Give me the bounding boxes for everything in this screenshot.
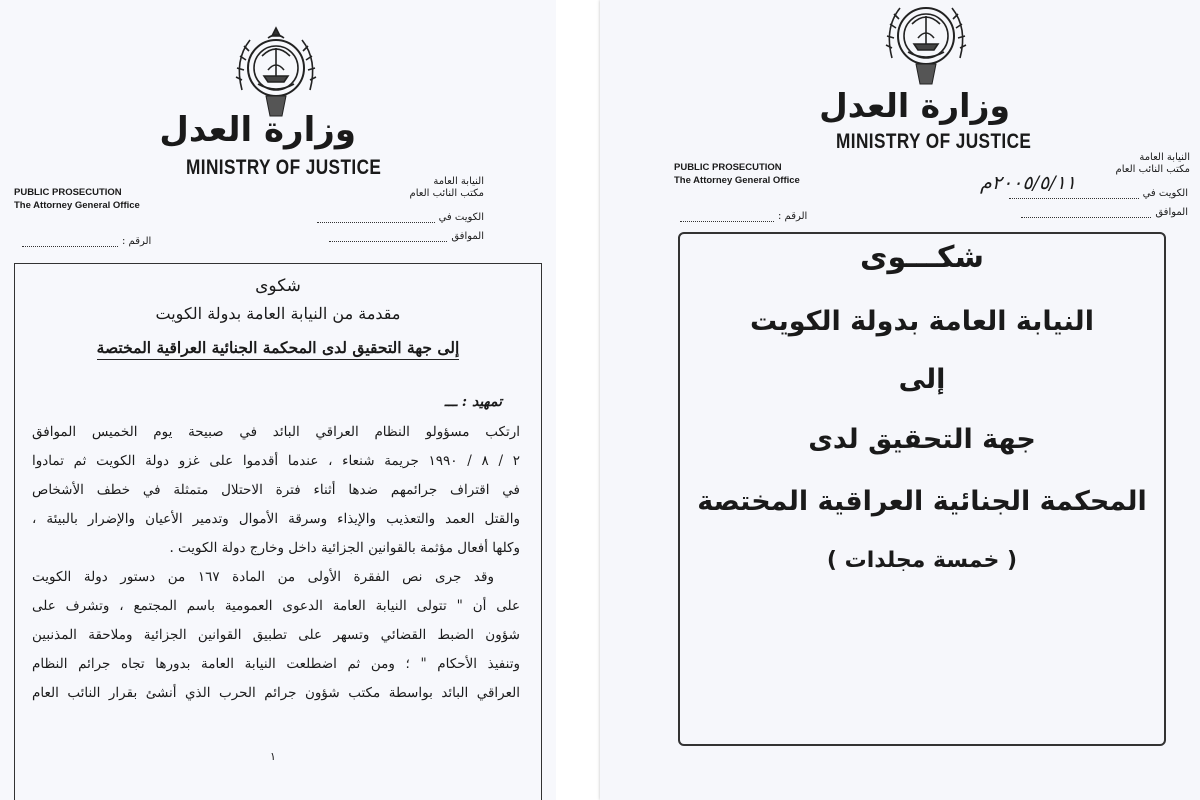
complaint-addressee <box>0 338 556 357</box>
corresponding-field-line <box>329 231 447 242</box>
paragraph-line-1: ارتكب مسؤولو النظام العراقي البائد في صبيحة يوم الخميس الموافق <box>32 424 520 440</box>
document-page-right <box>600 0 1200 800</box>
date-field <box>317 212 484 223</box>
complaint-heading: شكـــوى <box>859 240 984 275</box>
paragraph-line-3: في اقتراف جرائمهم ضدها أثناء فترة الاحتلال متمثلة في خطف الأشخاص <box>32 482 520 498</box>
paragraph-line-7: على أن " تتولى النيابة العامة الدعوى العمومية باسم المجتمع ، وتشرف على <box>32 598 520 614</box>
office-ar-line-2: مكتب النائب العام <box>409 188 484 199</box>
office-line-2: The Attorney General Office <box>14 200 140 211</box>
paragraph-line-9: وتنفيذ الأحكام " ؛ ومن ثم اضطلعت النيابة العامة بدورها تجاه جرائم النظام <box>32 656 520 672</box>
corresponding-field-label: الموافق <box>1155 207 1188 218</box>
corresponding-field <box>329 231 484 242</box>
handwritten-date: ٢٠٠٥/٥/١١م <box>980 172 1077 194</box>
ministry-name-english: MINISTRY OF JUSTICE <box>836 130 1032 153</box>
reference-field-label: الرقم : <box>122 236 152 247</box>
reference-field <box>680 211 807 222</box>
office-name-english <box>14 186 140 212</box>
paragraph-line-10: العراقي البائد بواسطة مكتب شؤون جرائم الحرب الذي أنشئ بقرار النائب العام <box>32 685 520 701</box>
paragraph-line-8: شؤون الضبط القضائي وتسهر على تطبيق القوانين الجزائية وملاحقة المذنبين <box>32 627 520 643</box>
date-field-label: الكويت في <box>438 212 484 223</box>
date-field-line <box>317 212 435 223</box>
ministry-name-arabic: وزارة العدل <box>159 110 356 150</box>
complaint-to: إلى <box>898 364 946 395</box>
corresponding-field-line <box>1021 207 1151 218</box>
document-page-left <box>0 0 556 800</box>
kuwait-emblem-icon <box>878 0 974 88</box>
office-line-2: The Attorney General Office <box>674 175 800 186</box>
complaint-subheading: النيابة العامة بدولة الكويت <box>750 306 1094 337</box>
reference-field <box>22 236 151 247</box>
office-name-arabic <box>410 176 484 200</box>
complaint-investigation: جهة التحقيق لدى <box>808 424 1036 455</box>
kuwait-emblem-icon <box>228 20 324 120</box>
complaint-volumes: ( خمسة مجلدات ) <box>826 548 1018 573</box>
paragraph-line-6: وقد جرى نص الفقرة الأولى من المادة ١٦٧ من دستور دولة الكويت <box>32 569 494 585</box>
paragraph-line-2: ٢ / ٨ / ١٩٩٠ جريمة شنعاء ، عندما أقدموا على غزو دولة الكويت ثم تمادوا <box>32 453 520 469</box>
corresponding-field-label: الموافق <box>451 231 484 242</box>
office-line-1: PUBLIC PROSECUTION <box>674 162 782 173</box>
reference-field-line <box>680 211 774 222</box>
complaint-subheading: مقدمة من النيابة العامة بدولة الكويت <box>155 304 401 323</box>
page-gap <box>556 0 600 800</box>
reference-field-label: الرقم : <box>778 211 808 222</box>
complaint-addressee-text: إلى جهة التحقيق لدى المحكمة الجنائية العراقية المختصة <box>97 338 460 360</box>
office-line-1: PUBLIC PROSECUTION <box>14 187 122 198</box>
corresponding-field <box>1021 207 1188 218</box>
page-number: ١ <box>270 750 276 763</box>
ministry-name-arabic: وزارة العدل <box>819 86 1010 125</box>
reference-field-line <box>22 236 118 247</box>
office-ar-line-1: النيابة العامة <box>433 176 484 187</box>
paragraph-line-4: والقتل العمد والتعذيب والإيذاء وسرقة الأموال وتدمير الأعيان والإضرار بالبيئة ، <box>32 511 520 527</box>
ministry-name-english: MINISTRY OF JUSTICE <box>186 156 382 179</box>
office-name-arabic <box>1116 152 1190 176</box>
complaint-court: المحكمة الجنائية العراقية المختصة <box>697 486 1147 517</box>
office-name-english <box>674 161 800 187</box>
paragraph-line-5: وكلها أفعال مؤثمة بالقوانين الجزائية داخل وخارج دولة الكويت . <box>169 540 520 556</box>
date-field-label: الكويت في <box>1142 188 1188 199</box>
office-ar-line-1: النيابة العامة <box>1139 152 1190 163</box>
office-ar-line-2: مكتب النائب العام <box>1115 164 1190 175</box>
complaint-heading: شكوى <box>255 276 301 296</box>
intro-label: تمهيد : ـــ <box>444 394 502 410</box>
